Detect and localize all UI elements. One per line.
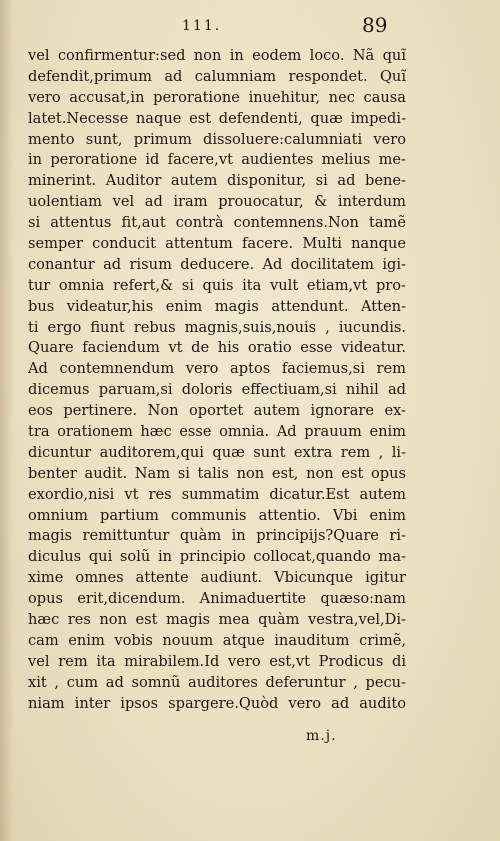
text-block <box>28 46 406 715</box>
text-line: dicemus paruam,si doloris effectiuam,si nihil ad <box>28 381 406 399</box>
text-line: benter audit. Nam si talis non est, non est opus <box>28 464 406 482</box>
text-line: ti ergo fiunt rebus magnis,suis,nouis , iucundis. <box>28 318 406 336</box>
text-line: diculus qui solũ in principio collocat,quando ma- <box>28 548 406 566</box>
text-line: mento sunt, primum dissoluere:calumniati vero <box>28 130 406 148</box>
text-line: eos pertinere. Non oportet autem ignorare ex- <box>28 402 406 420</box>
text-line: latet.Necesse naque est defendenti, quæ impedi- <box>28 109 406 127</box>
text-line: Ad contemnendum vero aptos faciemus,si rem <box>28 360 406 378</box>
text-line: niam inter ipsos spargere.Quòd vero ad audito <box>28 694 406 712</box>
text-line: semper conducit attentum facere. Multi nanque <box>28 235 406 253</box>
text-line: dicuntur auditorem,qui quæ sunt extra rem , li- <box>28 443 406 461</box>
text-line: in peroratione id facere,vt audientes melius me- <box>28 151 406 169</box>
text-line: omnium partium communis attentio. Vbi enim <box>28 506 406 524</box>
text-line: Quare faciendum vt de his oratio esse videatur. <box>28 339 406 357</box>
text-line: vero accusat,in peroratione inuehitur, nec causa <box>28 88 406 106</box>
text-line: tur omnia refert,& si quis ita vult etiam,vt pro- <box>28 276 406 294</box>
text-line: exordio,nisi vt res summatim dicatur.Est autem <box>28 485 406 503</box>
text-line: vel confirmentur:sed non in eodem loco. Nã quĩ <box>28 47 406 64</box>
text-line: opus erit,dicendum. Animaduertite quæso:nam <box>28 590 406 608</box>
text-line: vel rem ita mirabilem.Id vero est,vt Prodicus di <box>28 652 406 670</box>
gutter-shadow <box>0 0 14 841</box>
folio-mark: 111. <box>182 18 222 34</box>
text-line: si attentus fit,aut contrà contemnens.Non tamẽ <box>28 214 406 232</box>
text-line: tra orationem hæc esse omnia. Ad prauum enim <box>28 423 406 441</box>
text-line: xit , cum ad somnũ auditores deferuntur , pecu- <box>28 673 406 691</box>
text-line: defendit,primum ad calumniam respondet. Quĩ <box>28 67 406 85</box>
text-line: uolentiam vel ad iram prouocatur, & interdum <box>28 193 406 211</box>
page-number: 89 <box>362 13 388 37</box>
text-line: cam enim vobis nouum atque inauditum crimẽ, <box>28 631 406 649</box>
text-line: magis remittuntur quàm in principijs?Quare ri- <box>28 527 406 545</box>
text-line: xime omnes attente audiunt. Vbicunque igitur <box>28 569 406 587</box>
signature-mark: m.j. <box>306 728 337 744</box>
text-line: hæc res non est magis mea quàm vestra,vel,Di- <box>28 611 406 629</box>
text-line: bus videatur,his enim magis attendunt. Atten- <box>28 297 406 315</box>
text-line: minerint. Auditor autem disponitur, si ad bene- <box>28 172 406 190</box>
text-line: conantur ad risum deducere. Ad docilitatem igi- <box>28 255 406 273</box>
